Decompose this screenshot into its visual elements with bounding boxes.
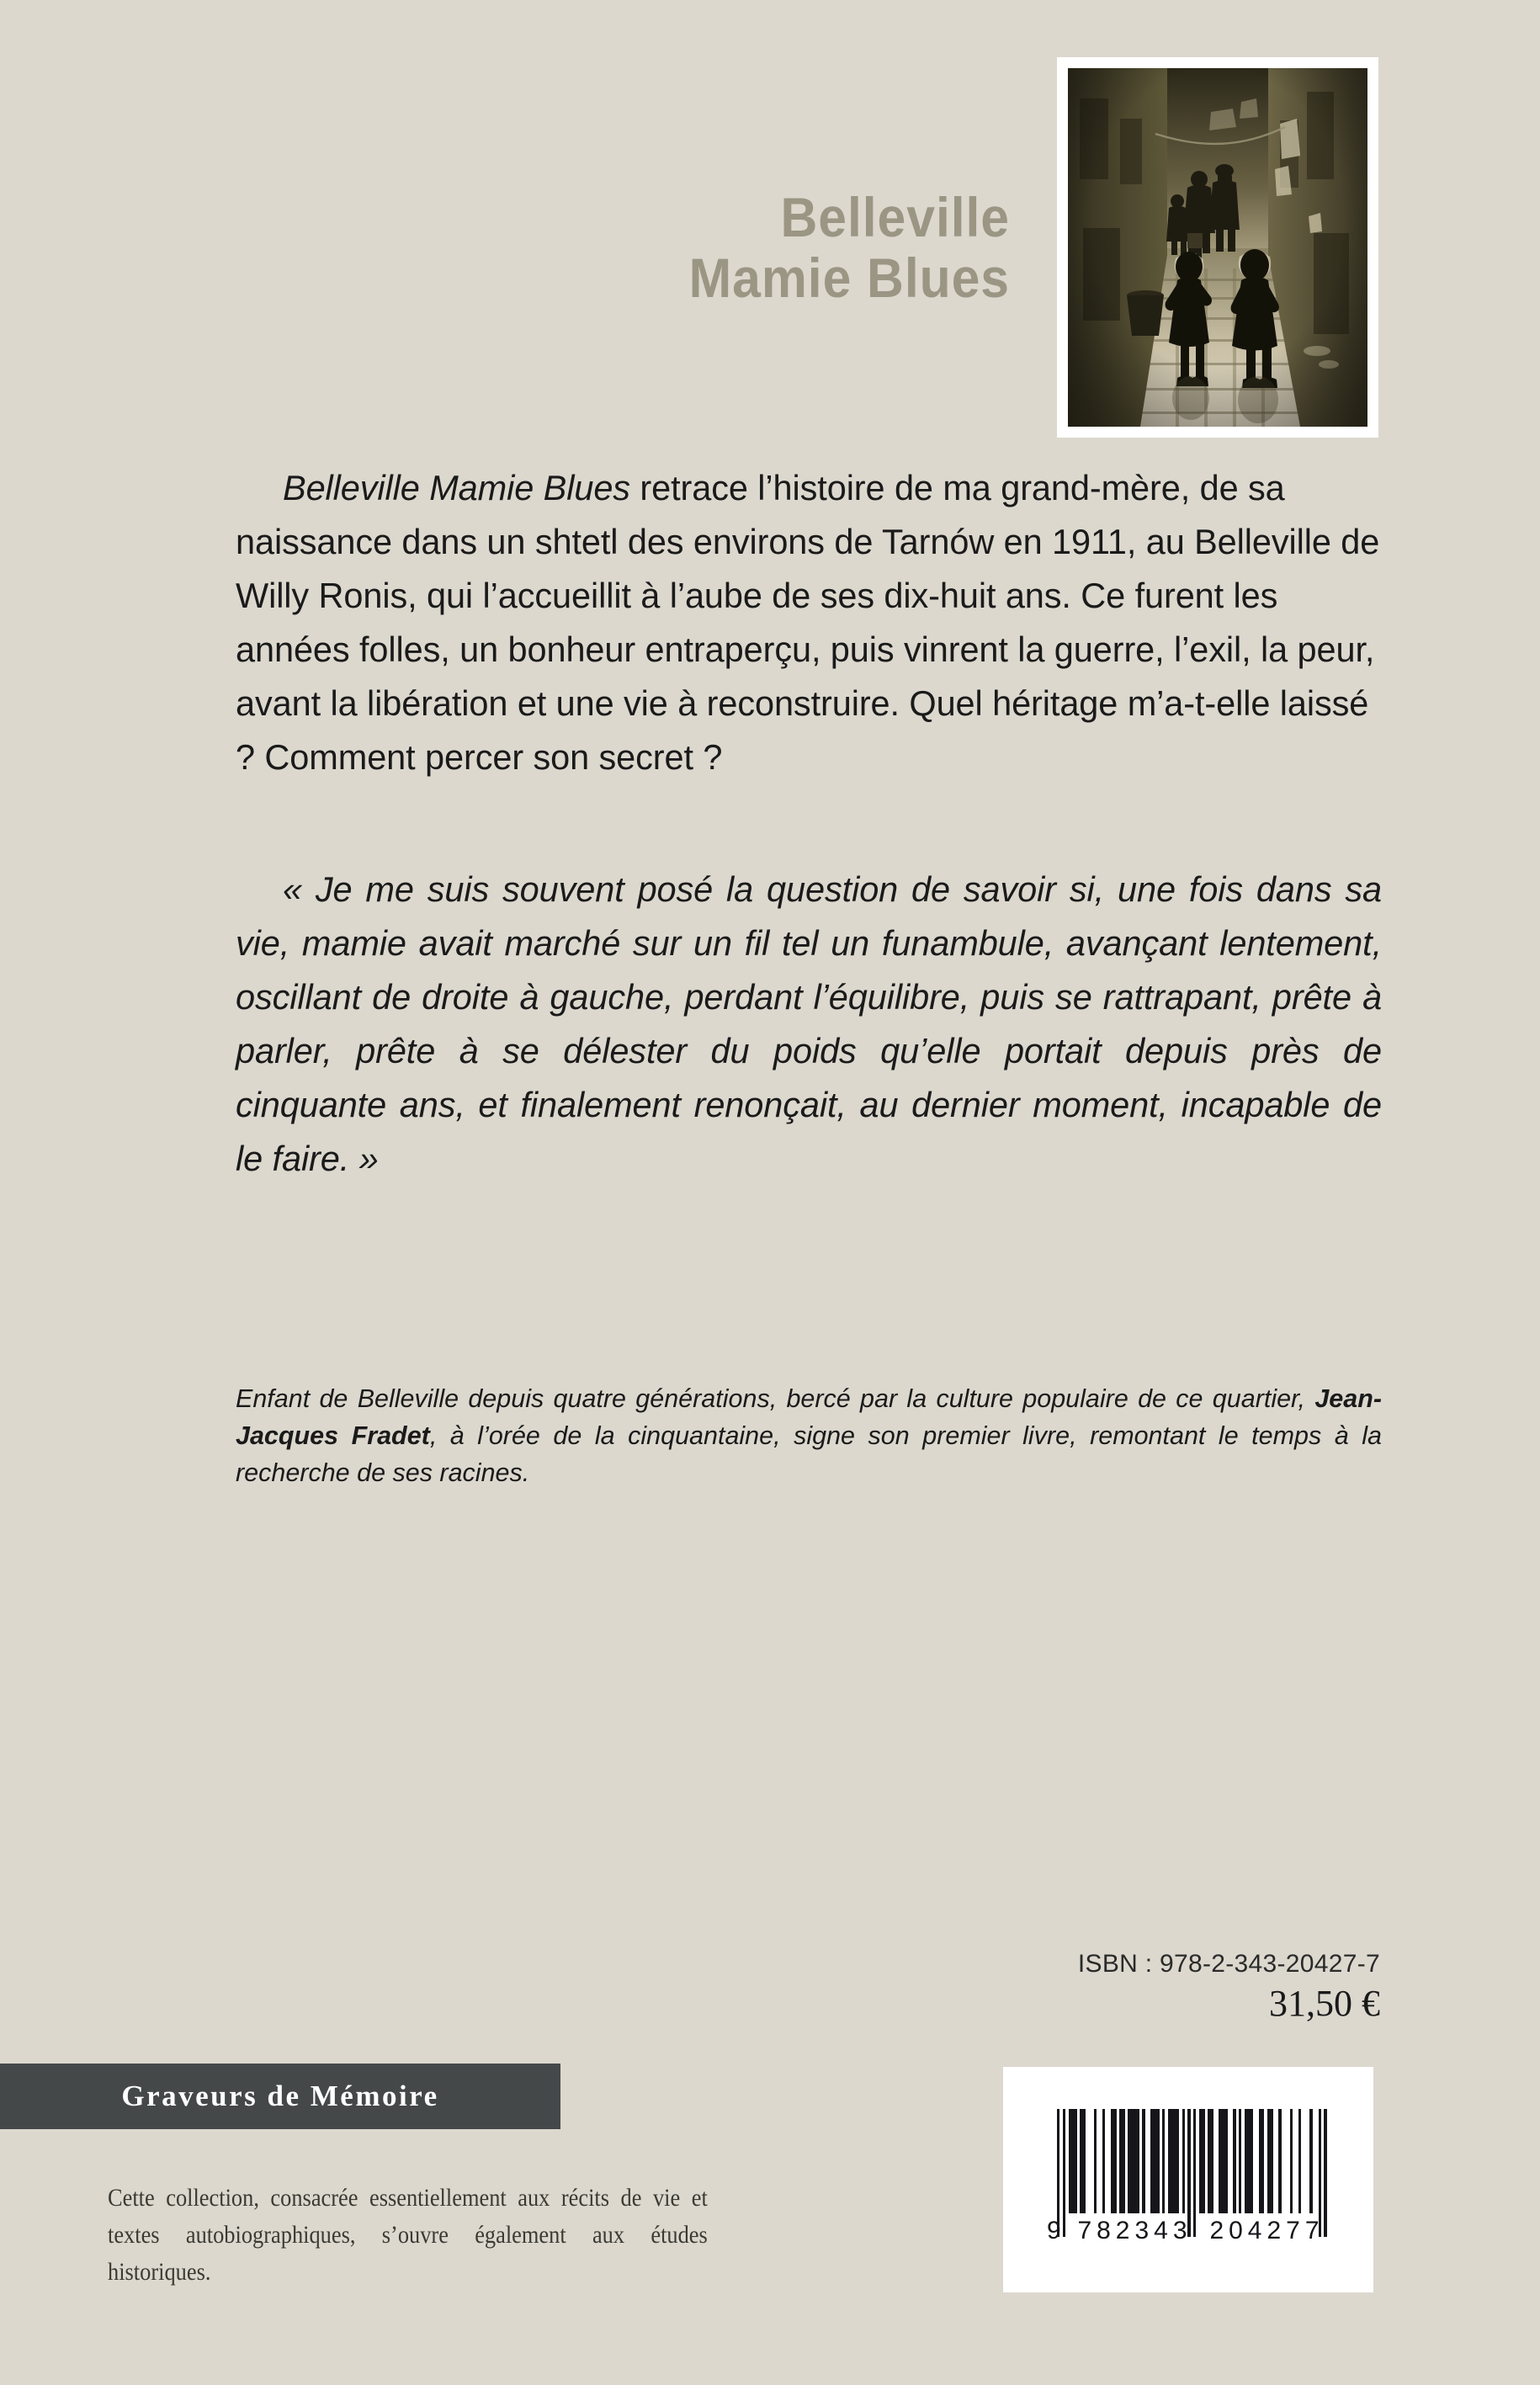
- cover-photo: [1068, 68, 1367, 427]
- bio-text-after-name: , à l’orée de la cinquantaine, signe son premier livre, remontant le temps à la recherche de ses racines.: [236, 1421, 1382, 1487]
- author-bio: [236, 1380, 1382, 1491]
- book-title-line-2: Mamie Blues: [688, 247, 1010, 309]
- barcode-digits: [1047, 2217, 1333, 2245]
- quote-paragraph: « Je me suis souvent posé la question de savoir si, une fois dans sa vie, mamie avait marché sur un fil tel un funambule, avançant lentement, oscillant de droite à gauche, perdant l’équilibre, puis se rattrapant, prête à parler, prête à se délester du poids qu’elle portait depuis près de cinquante ans, et finalement renonçait, au dernier moment, incapable de le faire. »: [236, 869, 1382, 1178]
- book-title-line-1: Belleville: [780, 186, 1010, 248]
- barcode-panel: [1003, 2067, 1373, 2292]
- blurb-body: retrace l’histoire de ma grand-mère, de sa naissance dans un shtetl des environs de Tarnów en 1911, au Belleville de Willy Ronis, qui l’accueillit à l’aube de ses dix-huit ans. Ce furent les années folles, un bonheur entraperçu, puis vinrent la guerre, l’exil, la peur, avant la libération et une vie à reconstruire. Quel héritage m’a-t-elle laissé ? Comment percer son secret ?: [236, 468, 1380, 777]
- bio-text-before-name: Enfant de Belleville depuis quatre générations, bercé par la culture populaire de ce quartier,: [236, 1384, 1315, 1413]
- barcode-digit-group-mid: 782343: [1077, 2217, 1192, 2244]
- price-label: 31,50 €: [1269, 1983, 1380, 2024]
- collection-banner: [0, 2064, 560, 2129]
- author-name: Jean-Jacques Fradet: [236, 1384, 1382, 1450]
- isbn-label: ISBN : 978-2-343-20427-7: [1077, 1950, 1380, 1978]
- collection-banner-label: Graveurs de Mémoire: [121, 2080, 439, 2112]
- barcode-digit-group-left: 9: [1047, 2217, 1063, 2244]
- collection-description: Cette collection, consacrée essentiellement aux récits de vie et textes autobiographiques, s’ouvre également aux études historiques.: [108, 2184, 708, 2286]
- blurb-book-title: Belleville Mamie Blues: [283, 468, 630, 507]
- barcode-digit-group-right: 204277: [1209, 2217, 1325, 2244]
- blurb-paragraph: [236, 461, 1382, 784]
- cover-photo-frame: [1057, 57, 1378, 438]
- book-title: [468, 187, 1010, 308]
- back-cover-text: [236, 461, 1382, 1178]
